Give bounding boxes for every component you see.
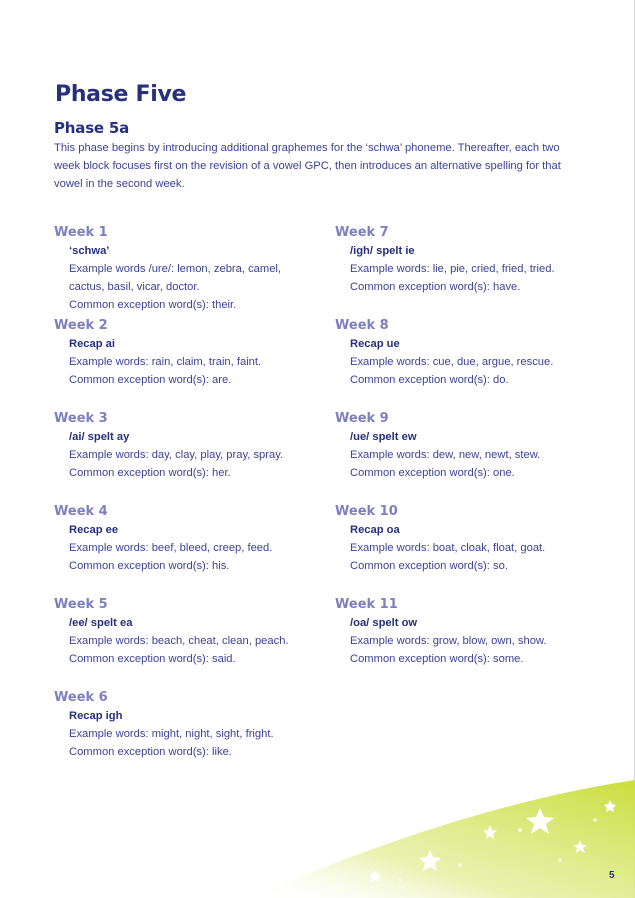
- example-words-line: Example words: cue, due, argue, rescue.: [350, 356, 554, 368]
- week-block: [54, 317, 314, 409]
- week-focus: /oa/ spelt ow: [350, 617, 418, 629]
- week-focus: Recap ee: [69, 524, 119, 536]
- week-block: [335, 224, 595, 316]
- week-focus: Recap igh: [69, 710, 123, 722]
- week-block: [54, 224, 314, 316]
- section-title: Phase 5a: [54, 119, 130, 137]
- week-block: [54, 596, 314, 688]
- intro-paragraph: This phase begins by introducing additional graphemes for the ‘schwa’ phoneme. Thereafter, each two week block focuses first on the revision of a vowel GPC, then introduces an alternative spelling for that vowel in the second week.: [54, 142, 561, 190]
- week-details: [335, 335, 595, 389]
- example-words-line: Example words: boat, cloak, float, goat.: [350, 542, 546, 554]
- week-heading: Week 6: [54, 690, 108, 705]
- week-block: [54, 503, 314, 595]
- week-block: [335, 503, 595, 595]
- week-details: [335, 428, 595, 482]
- week-details: [54, 242, 314, 314]
- exception-words: Common exception word(s): their.: [69, 299, 237, 311]
- page-title: Phase Five: [55, 82, 187, 107]
- exception-words: Common exception word(s): are.: [69, 374, 232, 386]
- exception-words: Common exception word(s): one.: [350, 467, 515, 479]
- example-words-line: Example words: dew, new, newt, stew.: [350, 449, 541, 461]
- week-focus: /ue/ spelt ew: [350, 431, 417, 443]
- week-heading: Week 3: [54, 411, 108, 426]
- example-words-line: Example words: day, clay, play, pray, spray.: [69, 449, 284, 461]
- page-number: 5: [609, 870, 615, 881]
- exception-words: Common exception word(s): do.: [350, 374, 509, 386]
- exception-words: Common exception word(s): have.: [350, 281, 521, 293]
- week-focus: /ee/ spelt ea: [69, 617, 133, 629]
- week-details: [54, 521, 314, 575]
- example-words-line: Example words: beach, cheat, clean, peach.: [69, 635, 289, 647]
- week-focus: /ai/ spelt ay: [69, 431, 130, 443]
- week-focus: Recap oa: [350, 524, 400, 536]
- swoosh-shape: [250, 780, 635, 898]
- week-block: [54, 410, 314, 502]
- exception-words: Common exception word(s): her.: [69, 467, 231, 479]
- week-details: [335, 242, 595, 296]
- week-heading: Week 5: [54, 597, 108, 612]
- week-block: [335, 596, 595, 688]
- exception-words: Common exception word(s): said.: [69, 653, 236, 665]
- week-heading: Week 10: [335, 504, 398, 519]
- week-block: [335, 410, 595, 502]
- week-focus: /igh/ spelt ie: [350, 245, 415, 257]
- exception-words: Common exception word(s): like.: [69, 746, 232, 758]
- decorative-starburst-swoosh: [240, 770, 635, 898]
- week-focus: ‘schwa’: [69, 245, 110, 257]
- week-details: [54, 335, 314, 389]
- week-heading: Week 8: [335, 318, 389, 333]
- example-words-line: Example words /ure/: lemon, zebra, camel,: [69, 263, 282, 275]
- week-details: [335, 614, 595, 668]
- week-heading: Week 4: [54, 504, 108, 519]
- example-words-line: Example words: lie, pie, cried, fried, tried.: [350, 263, 555, 275]
- example-words-line: Example words: grow, blow, own, show.: [350, 635, 547, 647]
- week-block: [335, 317, 595, 409]
- exception-words: Common exception word(s): his.: [69, 560, 230, 572]
- week-details: [54, 428, 314, 482]
- week-heading: Week 2: [54, 318, 108, 333]
- week-heading: Week 11: [335, 597, 398, 612]
- week-heading: Week 1: [54, 225, 108, 240]
- exception-words: Common exception word(s): so.: [350, 560, 508, 572]
- weeks-column-right: [335, 223, 595, 688]
- example-words-line: Example words: might, night, sight, fright.: [69, 728, 274, 740]
- example-words-line: cactus, basil, vicar, doctor.: [69, 281, 200, 293]
- week-heading: Week 9: [335, 411, 389, 426]
- exception-words: Common exception word(s): some.: [350, 653, 524, 665]
- week-heading: Week 7: [335, 225, 389, 240]
- week-focus: Recap ai: [69, 338, 116, 350]
- example-words-line: Example words: rain, claim, train, faint.: [69, 356, 262, 368]
- week-block: [54, 689, 314, 781]
- weeks-column-left: [54, 223, 314, 781]
- week-details: [54, 614, 314, 668]
- week-details: [335, 521, 595, 575]
- week-details: [54, 707, 314, 761]
- week-focus: Recap ue: [350, 338, 400, 350]
- example-words-line: Example words: beef, bleed, creep, feed.: [69, 542, 273, 554]
